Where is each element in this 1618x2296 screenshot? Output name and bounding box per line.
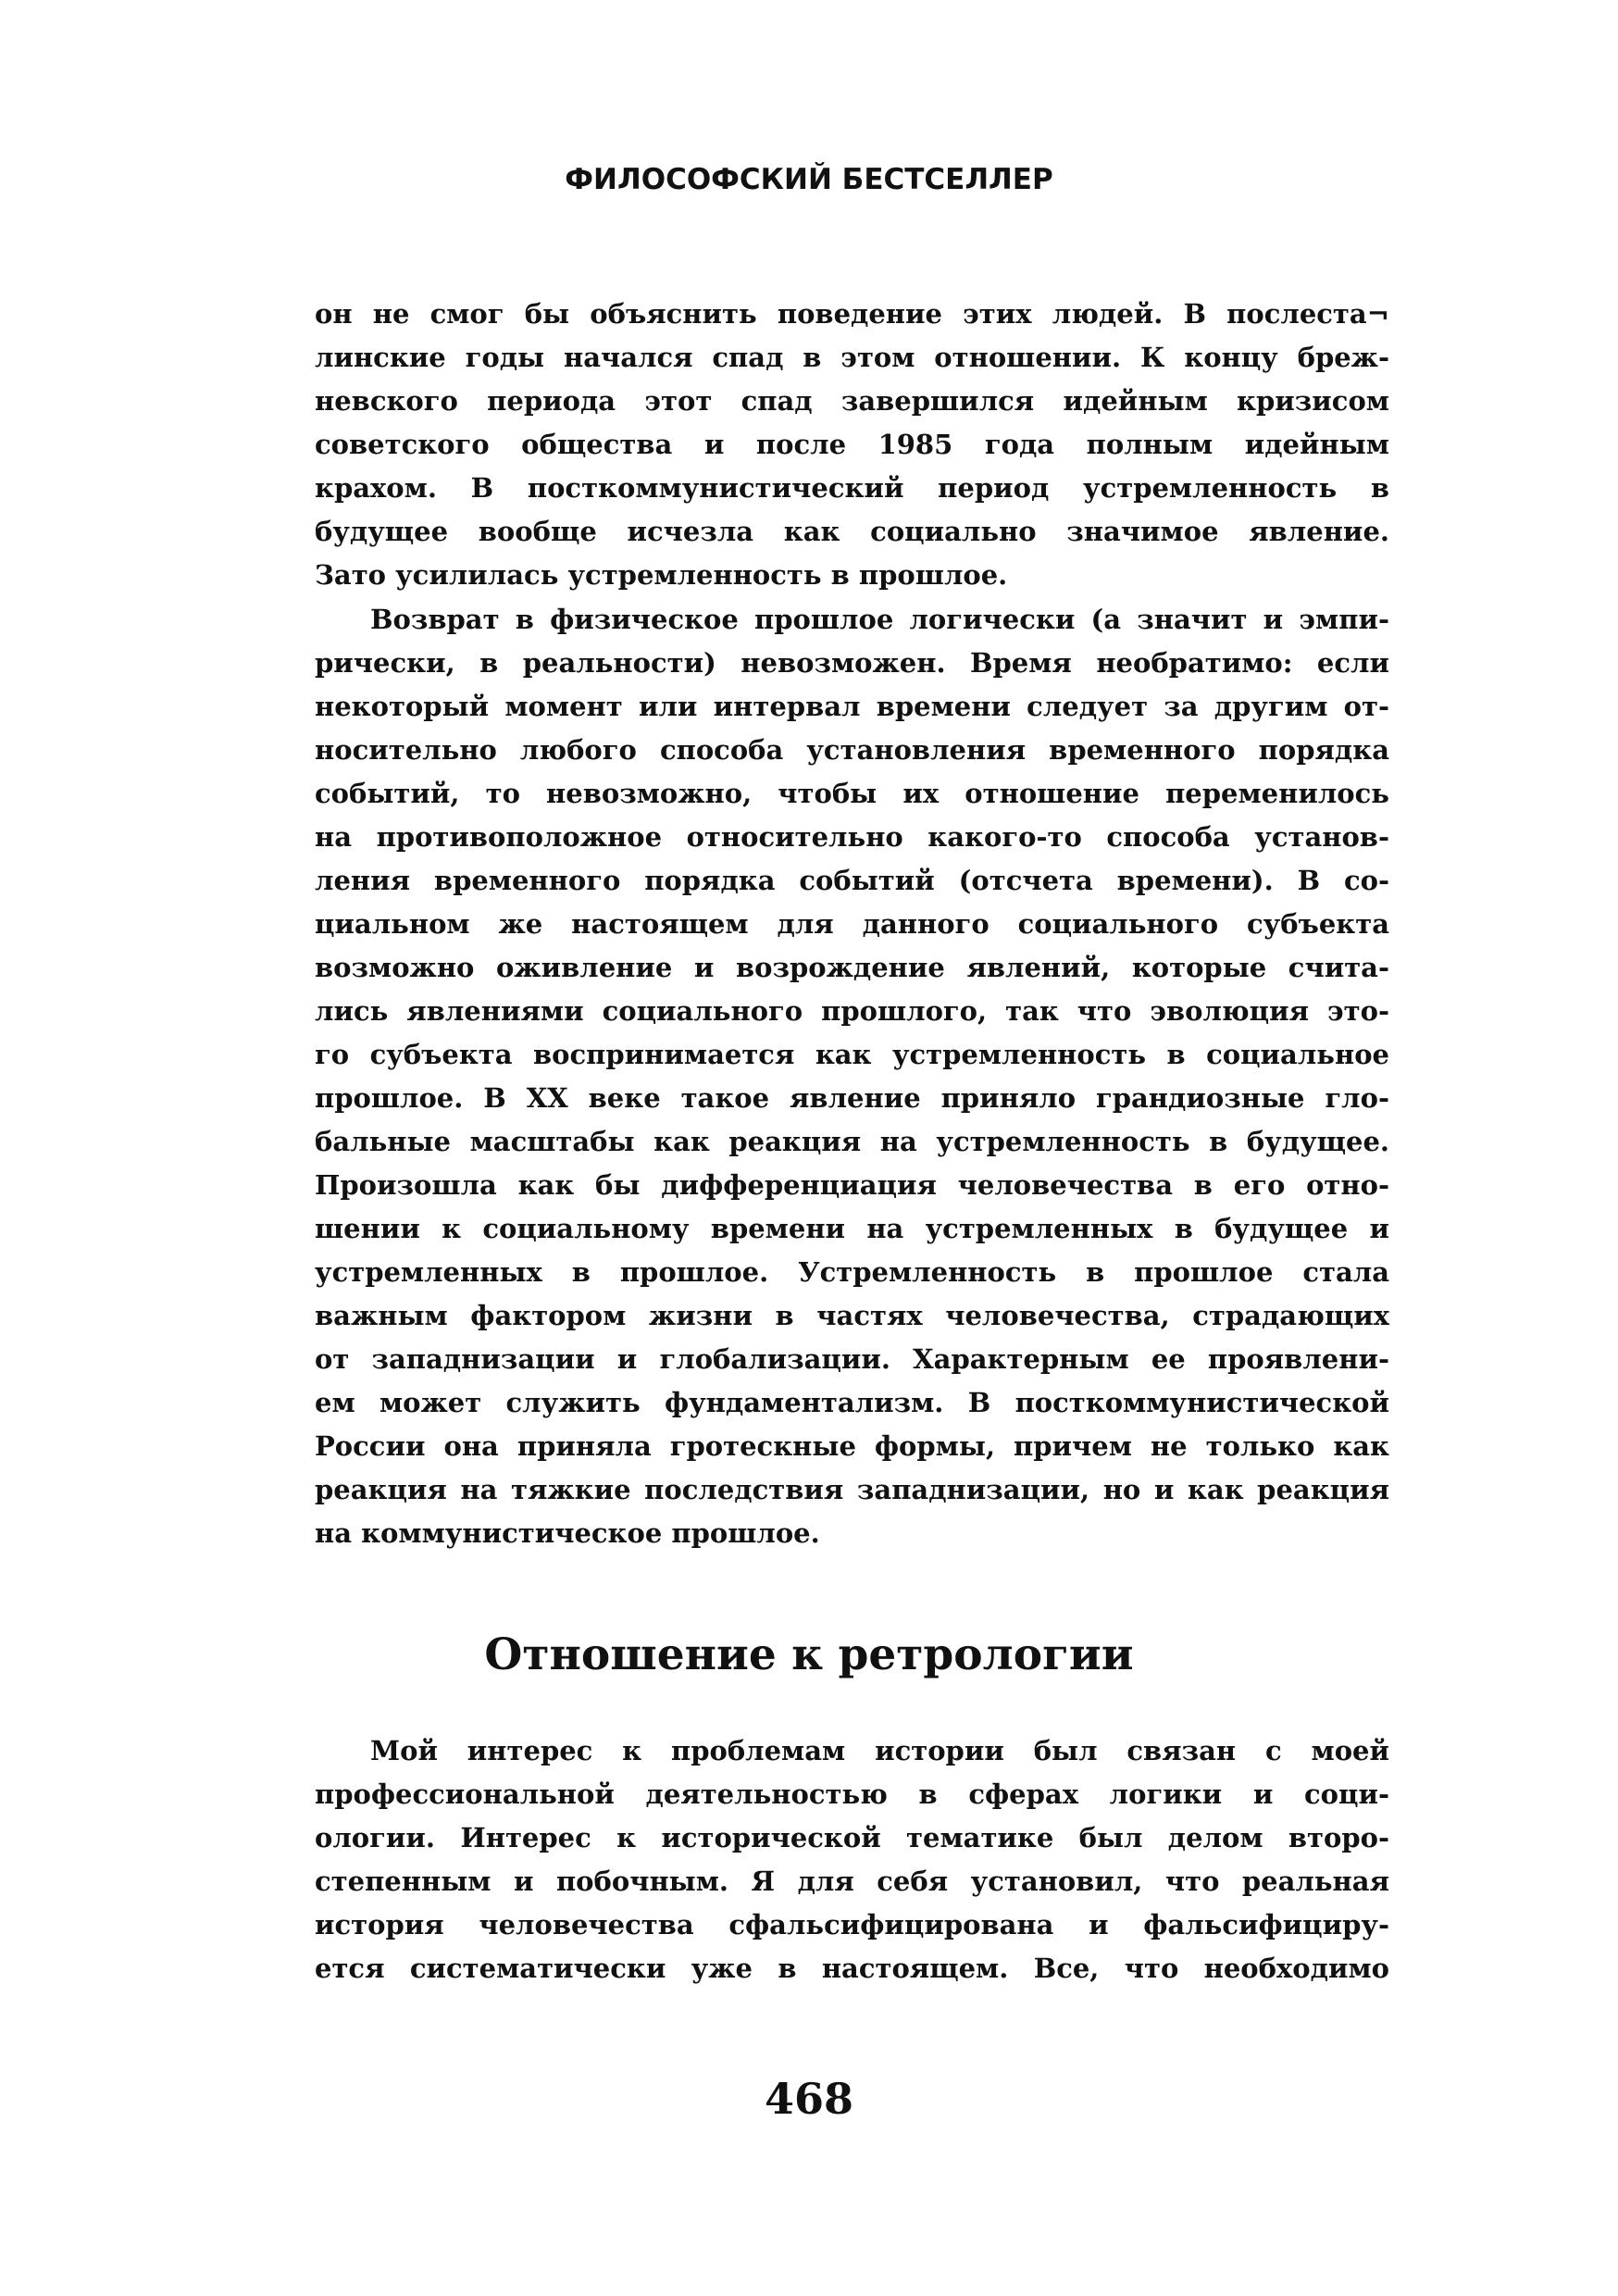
text-line: шении к социальному времени на устремленных в будущее и: [315, 1213, 1389, 1244]
text-line: ем может служить фундаментализм. В посткоммунистической: [315, 1387, 1389, 1418]
text-line: бальные масштабы как реакция на устремленность в будущее.: [315, 1126, 1389, 1157]
section-heading: Отношение к ретрологии: [484, 1629, 1134, 1680]
text-line: на противоположное относительно какого-то способа установ-: [315, 821, 1389, 853]
text-line: линские годы начался спад в этом отношении. К концу бреж-: [315, 342, 1389, 373]
text-line: от западнизации и глобализации. Характерным ее проявлени-: [315, 1343, 1389, 1375]
text-line: ологии. Интерес к исторической тематике был делом второ-: [315, 1822, 1389, 1853]
paragraph-3: [315, 1729, 1389, 1990]
text-line: некоторый момент или интервал времени следует за другим от-: [315, 691, 1389, 722]
text-line: он не смог бы объяснить поведение этих людей. В послеста¬: [315, 298, 1389, 330]
text-line: Зато усилилась устремленность в прошлое.: [315, 559, 1008, 591]
text-line: будущее вообще исчезла как социально значимое явление.: [315, 516, 1389, 547]
text-line: советского общества и после 1985 года полным идейным: [315, 429, 1389, 460]
text-line: событий, то невозможно, чтобы их отношение переменилось: [315, 778, 1389, 809]
text-line: профессиональной деятельностью в сферах логики и соци-: [315, 1778, 1389, 1810]
text-line: ется систематически уже в настоящем. Все, что необходимо: [315, 1953, 1389, 1984]
text-line: устремленных в прошлое. Устремленность в прошлое стала: [315, 1256, 1389, 1288]
text-line: важным фактором жизни в частях человечества, страдающих: [315, 1300, 1389, 1331]
paragraph-1: [315, 293, 1389, 597]
text-line: циальном же настоящем для данного социального субъекта: [315, 908, 1389, 940]
text-line: Произошла как бы дифференциация человечества в его отно-: [315, 1169, 1389, 1201]
text-line: Мой интерес к проблемам истории был связан с моей: [370, 1735, 1389, 1766]
text-line: Возврат в физическое прошлое логически (а значит и эмпи-: [370, 604, 1389, 635]
running-head: ФИЛОСОФСКИЙ БЕСТСЕЛЛЕР: [565, 163, 1053, 196]
text-line: го субъекта воспринимается как устремленность в социальное: [315, 1039, 1389, 1070]
text-line: лись явлениями социального прошлого, так что эволюция это-: [315, 995, 1389, 1027]
text-line: реакция на тяжкие последствия западнизации, но и как реакция: [315, 1474, 1389, 1505]
text-line: на коммунистическое прошлое.: [315, 1517, 820, 1549]
text-line: ления временного порядка событий (отсчета времени). В со-: [315, 865, 1389, 896]
page-number: 468: [764, 2074, 854, 2124]
text-line: степенным и побочным. Я для себя установил, что реальная: [315, 1866, 1389, 1897]
text-line: история человечества сфальсифицирована и фальсифициру-: [315, 1909, 1389, 1940]
text-line: носительно любого способа установления временного порядка: [315, 734, 1389, 766]
text-line: России она приняла гротескные формы, причем не только как: [315, 1430, 1389, 1462]
text-line: рически, в реальности) невозможен. Время необратимо: если: [315, 647, 1389, 679]
text-line: невского периода этот спад завершился идейным кризисом: [315, 385, 1389, 417]
paragraph-2: [315, 598, 1389, 1555]
text-line: возможно оживление и возрождение явлений, которые счита-: [315, 952, 1389, 983]
text-line: крахом. В посткоммунистический период устремленность в: [315, 472, 1389, 504]
text-line: прошлое. В XX веке такое явление приняло грандиозные гло-: [315, 1082, 1389, 1114]
